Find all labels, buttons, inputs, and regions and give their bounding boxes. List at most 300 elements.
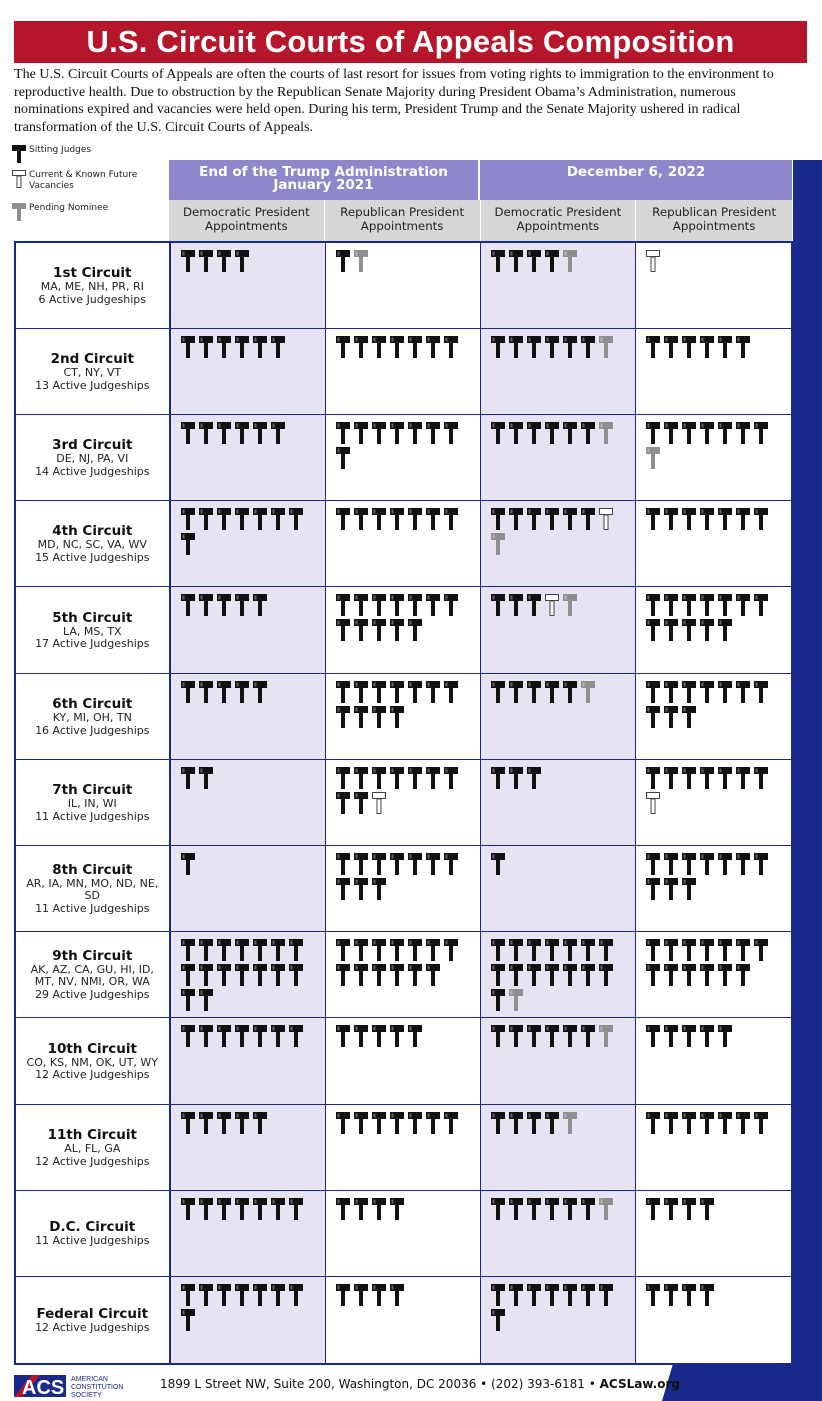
gavel-icon xyxy=(270,336,287,358)
gavel-icon xyxy=(234,681,251,703)
gavel-icon xyxy=(198,939,215,961)
cell-dem-2021 xyxy=(171,329,326,414)
gavel-icon xyxy=(335,336,352,358)
gavel-icon xyxy=(490,422,507,444)
gavel-icon xyxy=(717,508,734,530)
circuit-label xyxy=(16,501,171,586)
gavel-icon xyxy=(645,422,662,444)
gavel-icon xyxy=(508,767,525,789)
gavel-icon xyxy=(645,1112,662,1134)
gavel-icon xyxy=(443,1112,460,1134)
gavel-icon xyxy=(443,939,460,961)
gavel-gray-icon xyxy=(508,989,525,1011)
gavel-icon xyxy=(198,964,215,986)
gavel-icon xyxy=(526,681,543,703)
gavel-icon xyxy=(699,336,716,358)
gavel-icon xyxy=(735,853,752,875)
circuit-row xyxy=(16,329,791,415)
gavel-icon xyxy=(216,964,233,986)
gavel-icon xyxy=(490,681,507,703)
gavel-icon xyxy=(544,1284,561,1306)
gavel-icon xyxy=(371,1284,388,1306)
gavel-gray-icon xyxy=(580,681,597,703)
gavel-icon xyxy=(699,939,716,961)
acs-logo xyxy=(14,1373,164,1399)
gavel-icon xyxy=(252,594,269,616)
logo-org-line2: CONSTITUTION xyxy=(71,1384,124,1391)
gavel-icon xyxy=(353,336,370,358)
gavel-icon xyxy=(180,1025,197,1047)
gavel-icon xyxy=(389,964,406,986)
gavel-icon xyxy=(645,508,662,530)
cell-dem-2021 xyxy=(171,674,326,759)
gavel-icon xyxy=(508,964,525,986)
gavel-icon xyxy=(699,619,716,641)
gavel-icon xyxy=(353,1198,370,1220)
gavel-icon xyxy=(663,964,680,986)
gavel-icon xyxy=(288,508,305,530)
gavel-gray-icon xyxy=(490,533,507,555)
gavel-icon xyxy=(735,939,752,961)
gavel-icon xyxy=(288,1284,305,1306)
cell-dem-2021 xyxy=(171,1105,326,1190)
gavel-icon xyxy=(645,964,662,986)
gavel-icon xyxy=(562,336,579,358)
gavel-icon xyxy=(353,619,370,641)
gavel-icon xyxy=(252,336,269,358)
gavel-icon xyxy=(180,250,197,272)
gavel-icon xyxy=(335,767,352,789)
gavel-icon xyxy=(234,1025,251,1047)
gavel-icon xyxy=(198,336,215,358)
gavel-icon xyxy=(645,681,662,703)
gavel-icon xyxy=(663,422,680,444)
circuit-judgeships: 11 Active Judgeships xyxy=(35,901,150,915)
gavel-icon xyxy=(645,1025,662,1047)
col-header-dem-2022: Democratic President Appointments xyxy=(481,200,637,241)
circuit-name: 10th Circuit xyxy=(47,1040,137,1057)
cell-dem-2022 xyxy=(481,1191,636,1276)
cell-rep-2021 xyxy=(326,1191,481,1276)
gavel-icon xyxy=(270,422,287,444)
circuit-name: Federal Circuit xyxy=(36,1305,149,1322)
gavel-icon xyxy=(681,878,698,900)
legend-vacancy-label-2: Vacancies xyxy=(29,181,74,191)
gavel-icon xyxy=(180,533,197,555)
gavel-icon xyxy=(681,681,698,703)
gavel-icon xyxy=(371,1112,388,1134)
gavel-icon xyxy=(526,508,543,530)
gavel-icon xyxy=(508,508,525,530)
gavel-icon xyxy=(562,1025,579,1047)
gavel-icon xyxy=(717,336,734,358)
gavel-icon xyxy=(353,853,370,875)
gavel-icon xyxy=(234,250,251,272)
circuit-label xyxy=(16,587,171,673)
cell-rep-2021 xyxy=(326,1277,481,1363)
gavel-icon xyxy=(288,1198,305,1220)
gavel-outline-icon xyxy=(598,508,615,530)
gavel-icon xyxy=(198,1025,215,1047)
gavel-icon xyxy=(216,508,233,530)
circuit-name: 5th Circuit xyxy=(52,609,133,626)
cell-dem-2021 xyxy=(171,760,326,845)
gavel-icon xyxy=(699,422,716,444)
gavel-icon xyxy=(371,878,388,900)
gavel-icon xyxy=(389,767,406,789)
gavel-icon xyxy=(562,1284,579,1306)
period-header-row xyxy=(169,160,792,200)
circuit-name: 2nd Circuit xyxy=(50,351,134,367)
gavel-icon xyxy=(216,1284,233,1306)
gavel-icon xyxy=(407,619,424,641)
gavel-icon xyxy=(216,1112,233,1134)
circuit-row xyxy=(16,1105,791,1191)
gavel-icon xyxy=(681,422,698,444)
circuit-row xyxy=(16,674,791,760)
footer-contact xyxy=(160,1377,680,1391)
gavel-outline-icon xyxy=(544,594,561,616)
circuit-judgeships: 16 Active Judgeships xyxy=(35,723,150,737)
gavel-icon xyxy=(681,336,698,358)
cell-rep-2021 xyxy=(326,932,481,1017)
gavel-icon xyxy=(198,594,215,616)
cell-rep-2022 xyxy=(636,1018,791,1104)
gavel-icon xyxy=(335,508,352,530)
gavel-icon xyxy=(353,422,370,444)
gavel-icon xyxy=(753,681,770,703)
gavel-icon xyxy=(562,681,579,703)
decorative-band-right xyxy=(793,160,822,1401)
gavel-icon xyxy=(270,1284,287,1306)
gavel-icon xyxy=(544,964,561,986)
gavel-icon xyxy=(443,681,460,703)
gavel-icon xyxy=(407,1112,424,1134)
cell-dem-2022 xyxy=(481,932,636,1017)
legend-pending xyxy=(12,203,108,221)
gavel-icon xyxy=(717,853,734,875)
gavel-icon xyxy=(753,422,770,444)
gavel-icon xyxy=(335,964,352,986)
gavel-icon xyxy=(198,508,215,530)
gavel-icon xyxy=(508,1112,525,1134)
cell-dem-2022 xyxy=(481,1018,636,1104)
gavel-icon xyxy=(735,767,752,789)
gavel-icon xyxy=(681,964,698,986)
gavel-icon xyxy=(270,1025,287,1047)
period-header-2021 xyxy=(169,160,480,200)
logo-org-line3: SOCIETY xyxy=(71,1392,102,1399)
gavel-icon xyxy=(717,939,734,961)
gavel-outline-icon xyxy=(12,170,26,188)
gavel-icon xyxy=(371,1025,388,1047)
cell-rep-2022 xyxy=(636,587,791,673)
gavel-icon xyxy=(198,989,215,1011)
cell-dem-2021 xyxy=(171,587,326,673)
cell-dem-2021 xyxy=(171,932,326,1017)
legend-sitting xyxy=(12,145,91,163)
circuit-row xyxy=(16,1191,791,1277)
cell-rep-2021 xyxy=(326,501,481,586)
gavel-icon xyxy=(425,508,442,530)
gavel-icon xyxy=(663,1198,680,1220)
gavel-icon xyxy=(443,336,460,358)
gavel-icon xyxy=(645,878,662,900)
circuit-label xyxy=(16,1105,171,1190)
gavel-icon xyxy=(335,706,352,728)
circuit-states: KY, MI, OH, TN xyxy=(52,711,132,724)
gavel-icon xyxy=(371,853,388,875)
gavel-icon xyxy=(735,681,752,703)
gavel-icon xyxy=(252,1284,269,1306)
circuit-judgeships: 29 Active Judgeships xyxy=(35,987,150,1001)
gavel-icon xyxy=(234,422,251,444)
gavel-icon xyxy=(663,878,680,900)
gavel-icon xyxy=(663,619,680,641)
gavel-icon xyxy=(389,681,406,703)
footer-address: 1899 L Street NW, Suite 200, Washington, DC 20036 • (202) 393-6181 • xyxy=(160,1377,600,1391)
circuit-name: 7th Circuit xyxy=(52,782,133,798)
gavel-icon xyxy=(180,422,197,444)
gavel-icon xyxy=(699,1198,716,1220)
circuit-row xyxy=(16,846,791,932)
gavel-icon xyxy=(389,706,406,728)
gavel-icon xyxy=(371,594,388,616)
gavel-icon xyxy=(371,508,388,530)
cell-rep-2021 xyxy=(326,1105,481,1190)
circuit-states: AK, AZ, CA, GU, HI, ID, MT, NV, NMI, OR, WA xyxy=(30,962,154,989)
gavel-icon xyxy=(252,508,269,530)
gavel-icon xyxy=(407,853,424,875)
gavel-icon xyxy=(270,508,287,530)
circuit-states: LA, MS, TX xyxy=(62,624,122,638)
gavel-icon xyxy=(526,594,543,616)
gavel-icon xyxy=(735,336,752,358)
cell-dem-2022 xyxy=(481,760,636,845)
cell-dem-2021 xyxy=(171,415,326,500)
gavel-icon xyxy=(544,1198,561,1220)
gavel-icon xyxy=(198,1112,215,1134)
cell-rep-2022 xyxy=(636,329,791,414)
circuit-judgeships: 12 Active Judgeships xyxy=(35,1320,150,1334)
gavel-icon xyxy=(490,1284,507,1306)
gavel-icon xyxy=(490,853,507,875)
circuit-label xyxy=(16,674,171,759)
gavel-icon xyxy=(252,681,269,703)
circuit-row xyxy=(16,501,791,587)
cell-dem-2022 xyxy=(481,329,636,414)
gavel-icon xyxy=(389,594,406,616)
gavel-icon xyxy=(270,964,287,986)
circuit-judgeships: 11 Active Judgeships xyxy=(35,1234,150,1248)
gavel-icon xyxy=(490,1309,507,1331)
gavel-icon xyxy=(544,250,561,272)
gavel-icon xyxy=(270,939,287,961)
gavel-icon xyxy=(252,422,269,444)
gavel-icon xyxy=(699,508,716,530)
gavel-icon xyxy=(216,681,233,703)
cell-dem-2022 xyxy=(481,587,636,673)
gavel-icon xyxy=(580,508,597,530)
cell-dem-2022 xyxy=(481,674,636,759)
circuit-label xyxy=(16,1018,171,1104)
gavel-icon xyxy=(663,1112,680,1134)
gavel-icon xyxy=(389,1025,406,1047)
gavel-icon xyxy=(580,1284,597,1306)
gavel-icon xyxy=(407,594,424,616)
gavel-gray-icon xyxy=(598,1025,615,1047)
gavel-icon xyxy=(663,1025,680,1047)
gavel-icon xyxy=(645,853,662,875)
gavel-icon xyxy=(252,1112,269,1134)
gavel-icon xyxy=(526,1198,543,1220)
circuit-label xyxy=(16,932,171,1017)
gavel-icon xyxy=(389,336,406,358)
period-header-2022-label: December 6, 2022 xyxy=(566,164,706,180)
cell-rep-2022 xyxy=(636,932,791,1017)
gavel-icon xyxy=(562,964,579,986)
gavel-icon xyxy=(216,250,233,272)
gavel-gray-icon xyxy=(645,447,662,469)
gavel-icon xyxy=(335,681,352,703)
gavel-icon xyxy=(425,681,442,703)
gavel-gray-icon xyxy=(562,1112,579,1134)
gavel-icon xyxy=(717,681,734,703)
gavel-icon xyxy=(645,1284,662,1306)
gavel-icon xyxy=(598,1284,615,1306)
decorative-band-bottom xyxy=(662,1363,822,1401)
gavel-outline-icon xyxy=(645,792,662,814)
gavel-icon xyxy=(407,964,424,986)
cell-rep-2021 xyxy=(326,415,481,500)
logo-text: ACS xyxy=(22,1377,65,1399)
gavel-icon xyxy=(544,1025,561,1047)
circuit-states: CT, NY, VT xyxy=(63,366,122,379)
gavel-icon xyxy=(490,1112,507,1134)
circuit-name: 8th Circuit xyxy=(52,861,133,878)
gavel-icon xyxy=(753,939,770,961)
gavel-gray-icon xyxy=(598,336,615,358)
circuit-judgeships: 13 Active Judgeships xyxy=(35,378,150,392)
circuit-row xyxy=(16,1018,791,1105)
gavel-icon xyxy=(681,508,698,530)
circuit-row xyxy=(16,415,791,501)
gavel-icon xyxy=(335,1198,352,1220)
gavel-icon xyxy=(645,1198,662,1220)
circuit-judgeships: 17 Active Judgeships xyxy=(35,637,150,650)
gavel-icon xyxy=(681,619,698,641)
gavel-icon xyxy=(735,594,752,616)
gavel-icon xyxy=(735,508,752,530)
gavel-icon xyxy=(681,1198,698,1220)
cell-rep-2021 xyxy=(326,329,481,414)
cell-rep-2022 xyxy=(636,243,791,328)
gavel-icon xyxy=(180,767,197,789)
gavel-icon xyxy=(753,508,770,530)
gavel-gray-icon xyxy=(598,422,615,444)
cell-rep-2021 xyxy=(326,760,481,845)
gavel-icon xyxy=(508,250,525,272)
gavel-icon xyxy=(490,989,507,1011)
gavel-icon xyxy=(288,939,305,961)
gavel-icon xyxy=(526,939,543,961)
gavel-icon xyxy=(252,1198,269,1220)
gavel-icon xyxy=(234,594,251,616)
gavel-icon xyxy=(12,145,26,163)
gavel-icon xyxy=(699,767,716,789)
gavel-icon xyxy=(180,1309,197,1331)
gavel-icon xyxy=(270,1198,287,1220)
circuit-row xyxy=(16,760,791,846)
gavel-icon xyxy=(252,1025,269,1047)
gavel-icon xyxy=(508,1025,525,1047)
gavel-icon xyxy=(371,706,388,728)
gavel-icon xyxy=(335,447,352,469)
gavel-icon xyxy=(544,1112,561,1134)
gavel-icon xyxy=(580,1198,597,1220)
circuit-name: D.C. Circuit xyxy=(49,1219,136,1236)
gavel-icon xyxy=(407,422,424,444)
gavel-icon xyxy=(234,336,251,358)
period-header-2022 xyxy=(480,160,792,200)
gavel-icon xyxy=(490,964,507,986)
gavel-icon xyxy=(717,619,734,641)
circuit-states: MD, NC, SC, VA, WV xyxy=(37,538,147,551)
gavel-icon xyxy=(645,336,662,358)
circuit-judgeships: 14 Active Judgeships xyxy=(35,464,150,478)
gavel-icon xyxy=(526,336,543,358)
gavel-icon xyxy=(371,619,388,641)
cell-rep-2022 xyxy=(636,674,791,759)
gavel-icon xyxy=(508,1284,525,1306)
gavel-icon xyxy=(335,250,352,272)
gavel-icon xyxy=(425,594,442,616)
circuit-states: DE, NJ, PA, VI xyxy=(56,452,129,465)
page-title: U.S. Circuit Courts of Appeals Composition xyxy=(14,21,807,63)
gavel-icon xyxy=(180,594,197,616)
gavel-gray-icon xyxy=(353,250,370,272)
gavel-icon xyxy=(234,1198,251,1220)
gavel-icon xyxy=(407,336,424,358)
gavel-icon xyxy=(216,939,233,961)
gavel-icon xyxy=(335,792,352,814)
cell-rep-2022 xyxy=(636,1191,791,1276)
gavel-icon xyxy=(717,1025,734,1047)
gavel-icon xyxy=(443,508,460,530)
gavel-gray-icon xyxy=(12,203,26,221)
gavel-icon xyxy=(180,853,197,875)
gavel-icon xyxy=(353,1284,370,1306)
cell-rep-2021 xyxy=(326,1018,481,1104)
gavel-icon xyxy=(389,939,406,961)
footer-website-link[interactable]: ACSLaw.org xyxy=(599,1377,680,1391)
gavel-icon xyxy=(353,706,370,728)
cell-dem-2022 xyxy=(481,415,636,500)
gavel-icon xyxy=(353,767,370,789)
gavel-icon xyxy=(180,508,197,530)
gavel-icon xyxy=(663,767,680,789)
cell-dem-2021 xyxy=(171,1191,326,1276)
gavel-icon xyxy=(508,939,525,961)
gavel-icon xyxy=(490,1025,507,1047)
legend-pending-label: Pending Nominee xyxy=(29,203,109,213)
gavel-icon xyxy=(753,767,770,789)
gavel-icon xyxy=(443,594,460,616)
gavel-icon xyxy=(717,1112,734,1134)
gavel-icon xyxy=(699,1112,716,1134)
gavel-icon xyxy=(562,508,579,530)
gavel-icon xyxy=(663,336,680,358)
